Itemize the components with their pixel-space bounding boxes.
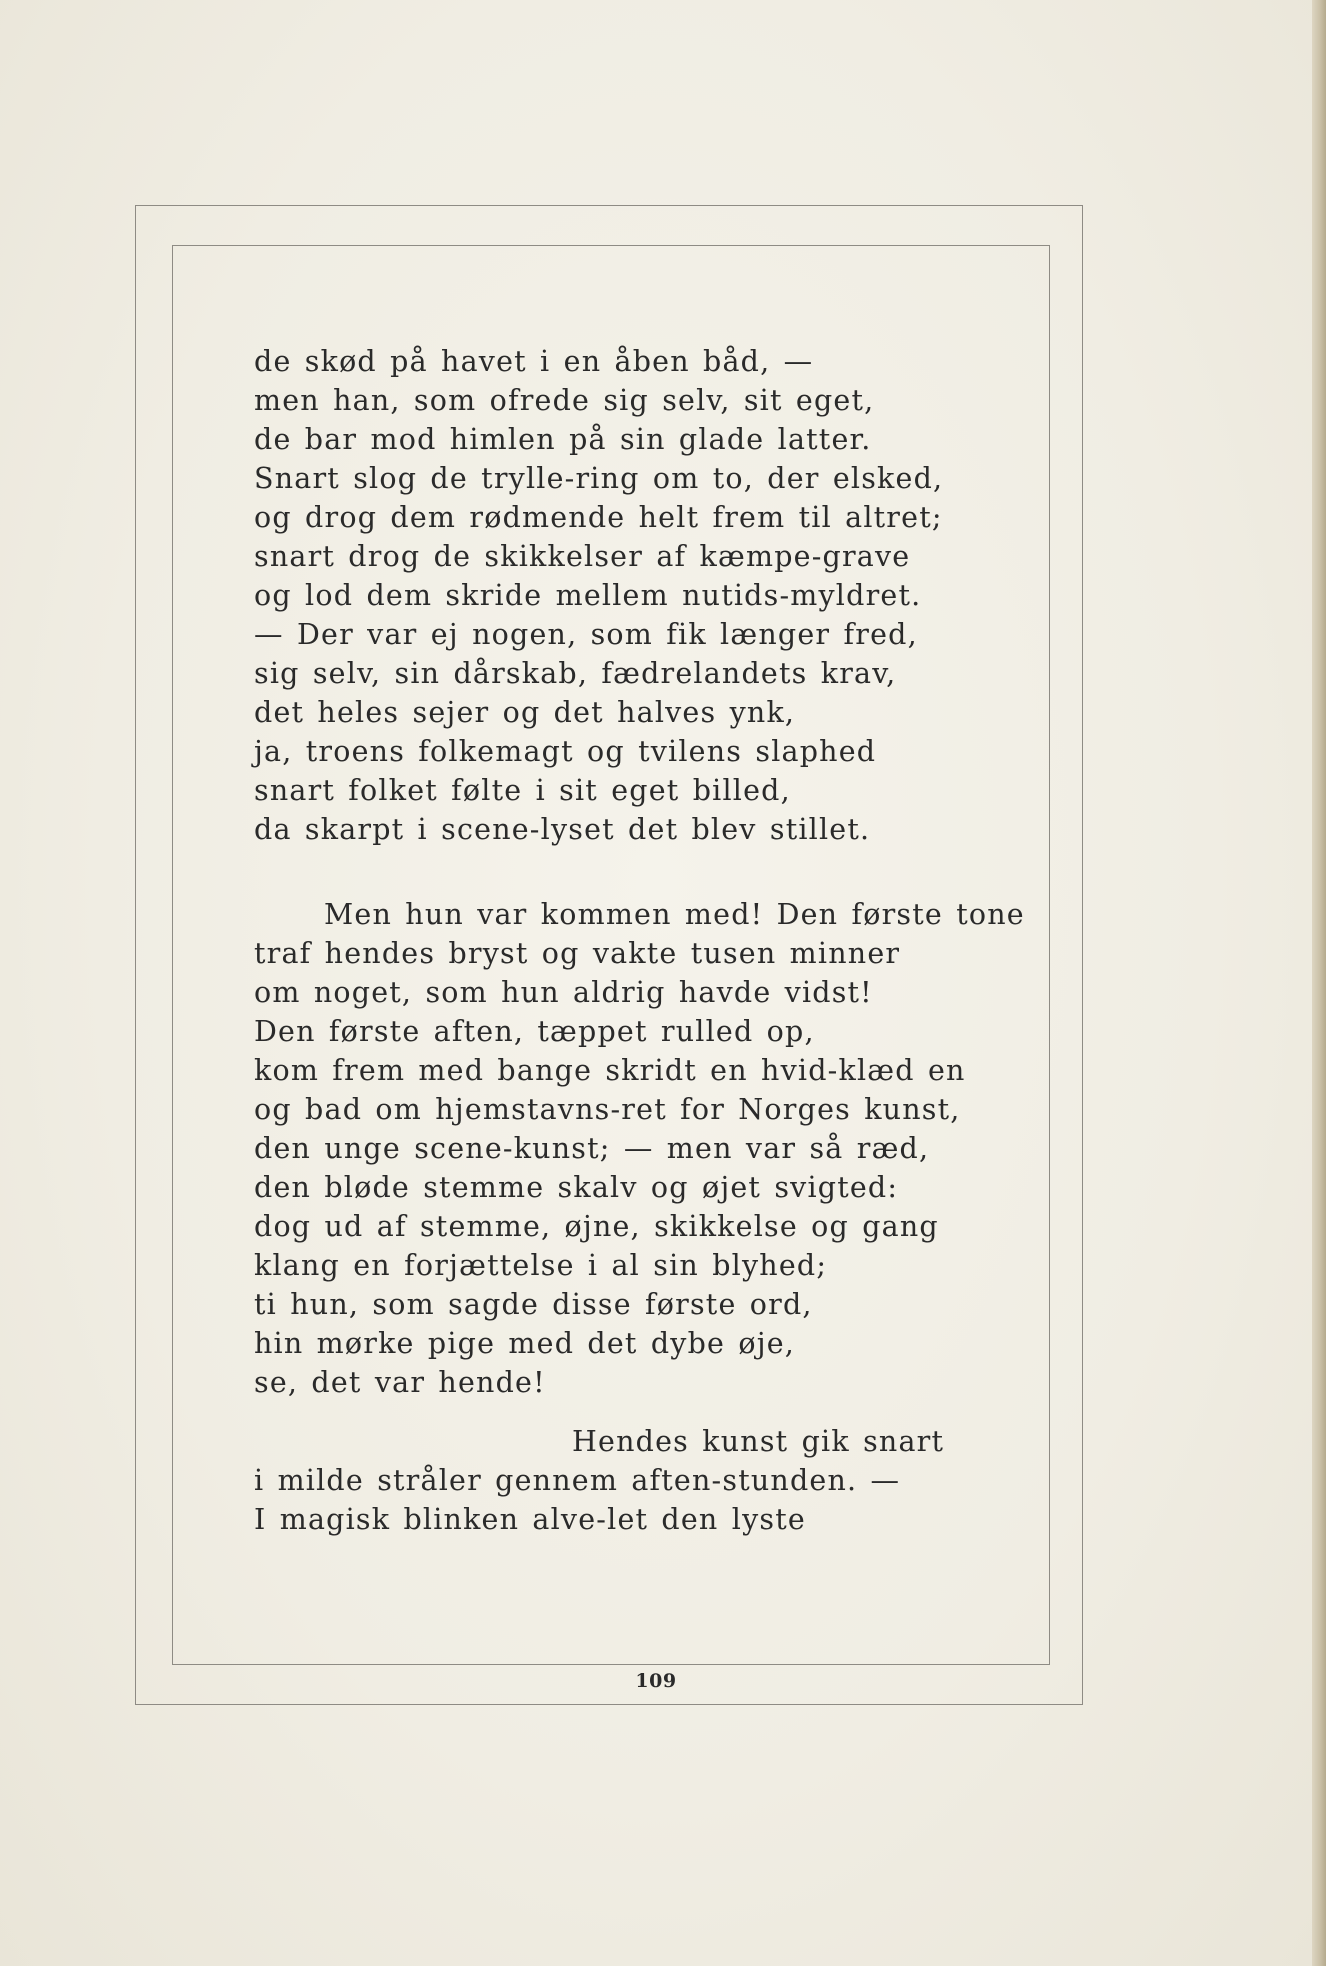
verse-line: hin mørke pige med det dybe øje,: [254, 1327, 796, 1360]
verse-line: I magisk blinken alve-let den lyste: [254, 1503, 806, 1536]
verse-line: traf hendes bryst og vakte tusen minner: [254, 937, 901, 970]
verse-line: og drog dem rødmende helt frem til altret;: [254, 501, 943, 534]
stanza-gap: [254, 1402, 994, 1422]
stanza-1: [254, 342, 994, 849]
verse-line: de skød på havet i en åben båd, —: [254, 345, 814, 378]
verse-line-indented: Men hun var kommen med! Den første tone: [324, 898, 1025, 931]
stanza-3: [254, 1422, 994, 1539]
stanza-gap: [254, 849, 994, 895]
verse-line: Den første aften, tæppet rulled op,: [254, 1015, 815, 1048]
verse-line: den unge scene-kunst; — men var så ræd,: [254, 1132, 930, 1165]
verse-line: og bad om hjemstavns-ret for Norges kunst,: [254, 1093, 961, 1126]
verse-line: den bløde stemme skalv og øjet svigted:: [254, 1171, 899, 1204]
verse-line: kom frem med bange skridt en hvid-klæd en: [254, 1054, 966, 1087]
verse-line: snart folket følte i sit eget billed,: [254, 774, 791, 807]
verse-line-indented: Hendes kunst gik snart: [572, 1425, 945, 1458]
stanza-2: [254, 895, 1025, 1402]
verse-line: Snart slog de trylle-ring om to, der elsked,: [254, 462, 944, 495]
verse-line: dog ud af stemme, øjne, skikkelse og gang: [254, 1210, 939, 1243]
verse-line: men han, som ofrede sig selv, sit eget,: [254, 384, 875, 417]
verse-line: det heles sejer og det halves ynk,: [254, 696, 796, 729]
verse-line: ti hun, som sagde disse første ord,: [254, 1288, 813, 1321]
poem-text: [254, 342, 1025, 1539]
verse-line: ja, troens folkemagt og tvilens slaphed: [254, 735, 877, 768]
book-spine-edge: [1312, 0, 1326, 1966]
verse-line: og lod dem skride mellem nutids-myldret.: [254, 579, 922, 612]
verse-line: de bar mod himlen på sin glade latter.: [254, 423, 872, 456]
verse-line: om noget, som hun aldrig havde vidst!: [254, 976, 873, 1009]
verse-line: da skarpt i scene-lyset det blev stillet.: [254, 813, 871, 846]
verse-line: snart drog de skikkelser af kæmpe-grave: [254, 540, 911, 573]
verse-line: sig selv, sin dårskab, fædrelandets krav,: [254, 657, 897, 690]
page-number: 109: [635, 1670, 677, 1692]
verse-line: — Der var ej nogen, som fik længer fred,: [254, 618, 918, 651]
verse-line: klang en forjættelse i al sin blyhed;: [254, 1249, 828, 1282]
verse-line: se, det var hende!: [254, 1366, 546, 1399]
verse-line: i milde stråler gennem aften-stunden. —: [254, 1464, 901, 1497]
